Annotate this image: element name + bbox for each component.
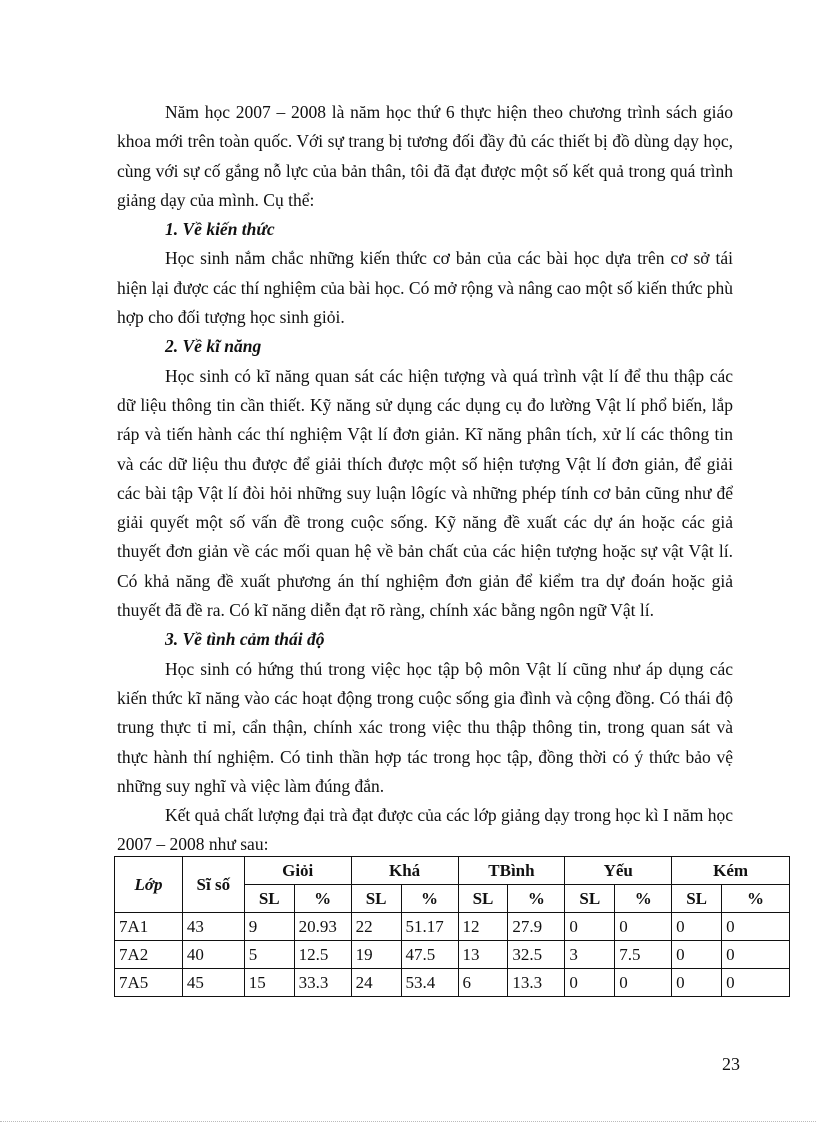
table-cell: 13	[458, 941, 508, 969]
table-cell: 0	[565, 969, 615, 997]
subheader-sl: SL	[458, 885, 508, 913]
header-class-size: Sĩ số	[182, 857, 244, 913]
page-number: 23	[722, 1054, 740, 1074]
header-group-tbinh: TBình	[458, 857, 565, 885]
table-cell: 0	[615, 913, 672, 941]
table-cell: 12	[458, 913, 508, 941]
table-header-row	[115, 857, 790, 885]
table-cell: 0	[722, 913, 790, 941]
subheader-percent: %	[508, 885, 565, 913]
subheader-sl: SL	[351, 885, 401, 913]
table-cell: 27.9	[508, 913, 565, 941]
table-cell: 9	[244, 913, 294, 941]
section-1-heading: 1. Về kiến thức	[165, 219, 275, 240]
table-cell: 6	[458, 969, 508, 997]
table-cell: 53.4	[401, 969, 458, 997]
table-cell: 40	[182, 941, 244, 969]
table-cell: 45	[182, 969, 244, 997]
section-3-paragraph: Học sinh có hứng thú trong việc học tập bộ môn Vật lí cũng như áp dụng các kiến thức kĩ năng vào các hoạt động trong cuộc sống gia đình và cộng đồng. Có thái độ trung thực tỉ mỉ, cẩn thận, chính xác trong việc thu thập thông tin, trong quan sát và thực hành thí nghiệm. Có tinh thần hợp tác trong học tập, đồng thời có ý thức bảo vệ những suy nghĩ và việc làm đúng đắn.	[117, 658, 733, 796]
table-cell: 3	[565, 941, 615, 969]
table-cell: 33.3	[294, 969, 351, 997]
table-cell: 12.5	[294, 941, 351, 969]
subheader-percent: %	[615, 885, 672, 913]
section-2-heading: 2. Về kĩ năng	[165, 336, 262, 357]
table-cell: 0	[672, 913, 722, 941]
subheader-sl: SL	[565, 885, 615, 913]
table-cell: 0	[722, 969, 790, 997]
table-cell: 13.3	[508, 969, 565, 997]
document-body	[117, 98, 733, 860]
subheader-percent: %	[722, 885, 790, 913]
section-3-heading: 3. Về tình cảm thái độ	[165, 629, 325, 650]
header-group-kem: Kém	[672, 857, 790, 885]
table-cell: 22	[351, 913, 401, 941]
table-cell: 7A2	[115, 941, 183, 969]
table-cell: 51.17	[401, 913, 458, 941]
table-cell: 7A5	[115, 969, 183, 997]
table-row	[115, 969, 790, 997]
subheader-sl: SL	[244, 885, 294, 913]
table-cell: 0	[565, 913, 615, 941]
table-cell: 19	[351, 941, 401, 969]
header-group-gioi: Giỏi	[244, 857, 351, 885]
table-cell: 0	[672, 969, 722, 997]
section-1-paragraph: Học sinh nắm chắc những kiến thức cơ bản của các bài học dựa trên cơ sở tái hiện lại được các thí nghiệm của bài học. Có mở rộng và nâng cao một số kiến thức phù hợp cho đối tượng học sinh giỏi.	[117, 248, 733, 328]
page-bottom-divider	[0, 1121, 816, 1122]
table-intro-paragraph: Kết quả chất lượng đại trà đạt được của các lớp giảng dạy trong học kì I năm học 2007 – 2008 như sau:	[117, 805, 733, 855]
section-2-paragraph: Học sinh có kĩ năng quan sát các hiện tượng và quá trình vật lí để thu thập các dữ liệu thông tin cần thiết. Kỹ năng sử dụng các dụng cụ đo lường Vật lí phổ biến, lắp ráp và tiến hành các thí nghiệm Vật lí đơn giản. Kĩ năng phân tích, xử lí các thông tin và các dữ liệu thu được để giải thích được một số hiện tượng Vật lí đơn giản, để giải các bài tập Vật lí đòi hỏi những suy luận lôgíc và những phép tính cơ bản cũng như để giải quyết một số vấn đề trong cuộc sống. Kỹ năng đề xuất các dự án hoặc các giả thuyết đơn giản về các mối quan hệ về bản chất của các hiện tượng hoặc sự vật Vật lí. Có khả năng đề xuất phương án thí nghiệm đơn giản để kiểm tra dự đoán hoặc giả thuyết đã đề ra. Có kĩ năng diễn đạt rõ ràng, chính xác bằng ngôn ngữ Vật lí.	[117, 365, 733, 621]
table-cell: 47.5	[401, 941, 458, 969]
table-cell: 7.5	[615, 941, 672, 969]
intro-paragraph: Năm học 2007 – 2008 là năm học thứ 6 thực hiện theo chương trình sách giáo khoa mới trên toàn quốc. Với sự trang bị tương đối đầy đủ các thiết bị đồ dùng dạy học, cùng với sự cố gắng nỗ lực của bản thân, tôi đã đạt được một số kết quả trong quá trình giảng dạy của mình. Cụ thể:	[117, 102, 733, 210]
table-cell: 0	[672, 941, 722, 969]
table-cell: 43	[182, 913, 244, 941]
header-group-yeu: Yếu	[565, 857, 672, 885]
table-cell: 5	[244, 941, 294, 969]
table-cell: 0	[722, 941, 790, 969]
table-cell: 32.5	[508, 941, 565, 969]
table-cell: 15	[244, 969, 294, 997]
subheader-sl: SL	[672, 885, 722, 913]
table-cell: 0	[615, 969, 672, 997]
table-cell: 24	[351, 969, 401, 997]
table-row	[115, 941, 790, 969]
header-class: Lớp	[115, 857, 183, 913]
table-cell: 7A1	[115, 913, 183, 941]
subheader-percent: %	[294, 885, 351, 913]
table-cell: 20.93	[294, 913, 351, 941]
table-row	[115, 913, 790, 941]
header-group-kha: Khá	[351, 857, 458, 885]
subheader-percent: %	[401, 885, 458, 913]
results-table	[114, 856, 790, 997]
